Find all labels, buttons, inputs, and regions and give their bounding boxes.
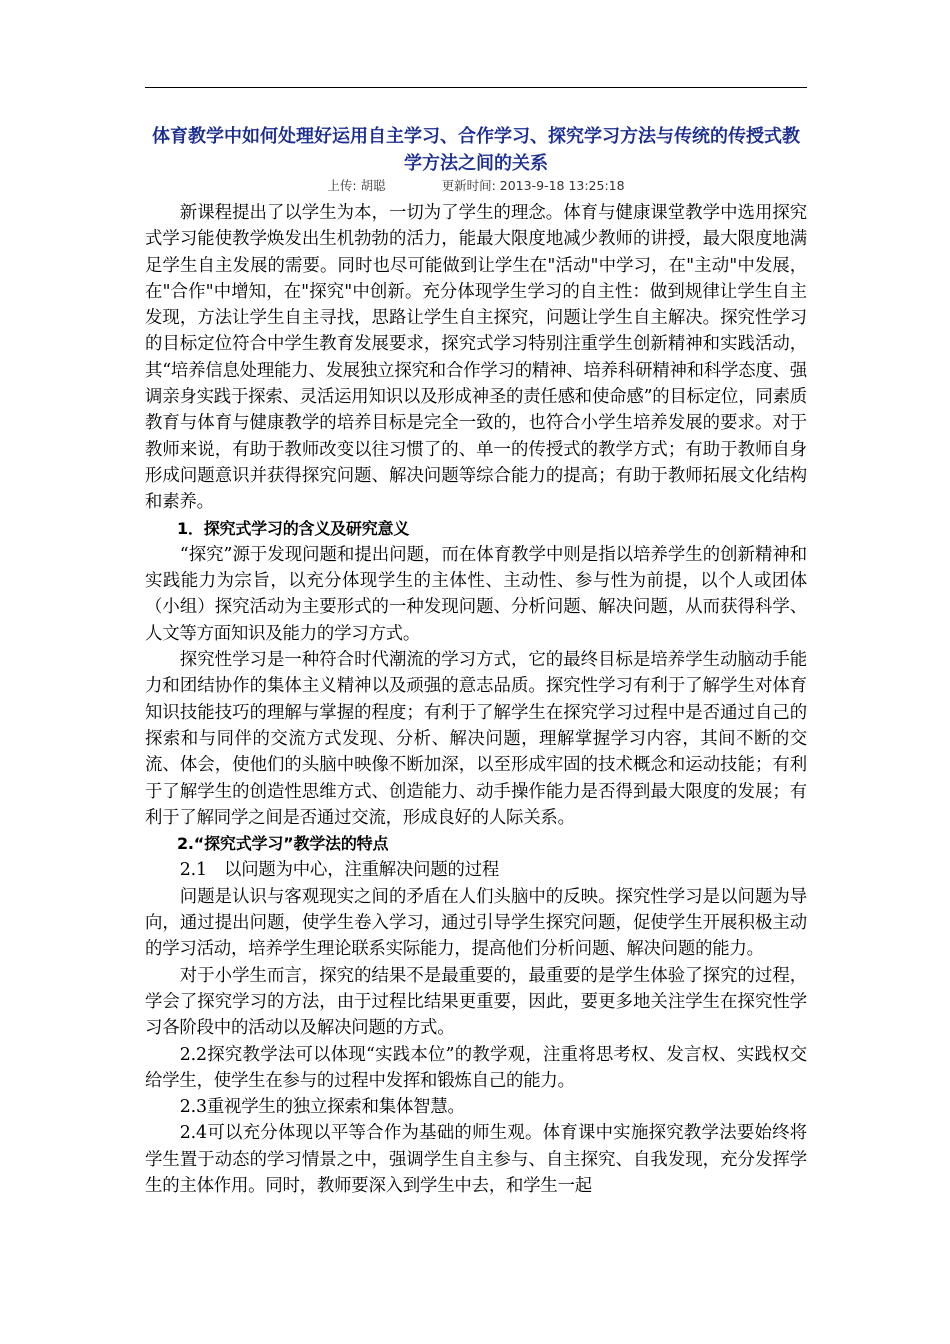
section-heading: 1．探究式学习的含义及研究意义 bbox=[177, 518, 410, 538]
paragraph: 新课程提出了以学生为本，一切为了学生的理念。体育与健康课堂教学中选用探究式学习能使教学焕发出生机勃勃的活力，能最大限度地减少教师的讲授，最大限度地满足学生自主发展的需要。同时也尽可能做到让学生在"活动"中学习，在"主动"中发展，在"合作"中增知，在"探究"中创新。充分体现学生学习的自主性：做到规律让学生自主发现，方法让学生自主寻找，思路让学生自主探究，问题让学生自主解决。探究性学习的目标定位符合中学生教育发展要求，探究式学习特别注重学生创新精神和实践活动，其“培养信息处理能力、发展独立探究和合作学习的精神、培养科研精神和科学态度、强调亲身实践于探索、灵活运用知识以及形成神圣的责任感和使命感”的目标定位，同素质教育与体育与健康教学的培养目标是完全一致的，也符合小学生培养发展的要求。对于教师来说，有助于教师改变以往习惯了的、单一的传授式的教学方式；有助于教师自身形成问题意识并获得探究问题、解决问题等综合能力的提高；有助于教师拓展文化结构和素养。 bbox=[145, 203, 807, 513]
paragraph: 2.4可以充分体现以平等合作为基础的师生观。体育课中实施探究教学法要始终将学生置于动态的学习情景之中，强调学生自主参与、自主探究、自我发现，充分发挥学生的主体作用。同时，教师要深入到学生中去，和学生一起 bbox=[145, 1123, 807, 1196]
paragraph: 探究性学习是一种符合时代潮流的学习方式，它的最终目标是培养学生动脑动手能力和团结协作的集体主义精神以及顽强的意志品质。探究性学习有利于了解学生对体育知识技能技巧的理解与掌握的程度；有利于了解学生在探究学习过程中是否通过自己的探索和与同伴的交流方式发现、分析、解决问题，理解掌握学习内容，其间不断的交流、体会，使他们的头脑中映像不断加深，以至形成牢固的技术概念和运动技能；有利于了解学生的创造性思维方式、创造能力、动手操作能力是否得到最大限度的发展；有利于了解同学之间是否通过交流，形成良好的人际关系。 bbox=[145, 650, 807, 828]
paragraph: 问题是认识与客观现实之间的矛盾在人们头脑中的反映。探究性学习是以问题为导向，通过提出问题，使学生卷入学习，通过引导学生探究问题，促使学生开展积极主动的学习活动，培养学生理论联系实际能力，提高他们分析问题、解决问题的能力。 bbox=[145, 886, 807, 960]
paragraph: “探究”源于发现问题和提出问题，而在体育教学中则是指以培养学生的创新精神和实践能力为宗旨，以充分体现学生的主体性、主动性、参与性为前提，以个人或团体（小组）探究活动为主要形式的一种发现问题、分析问题、解决问题，从而获得科学、人文等方面知识及能力的学习方式。 bbox=[145, 544, 807, 644]
document-body bbox=[145, 200, 807, 1199]
paragraph: 对于小学生而言，探究的结果不是最重要的，最重要的是学生体验了探究的过程，学会了探究学习的方法，由于过程比结果更重要，因此，要更多地关注学生在探究性学习各阶段中的活动以及解决问题的方式。 bbox=[145, 965, 807, 1039]
section-heading: 2.“探究式学习”教学法的特点 bbox=[177, 834, 389, 854]
document-meta bbox=[145, 178, 807, 194]
paragraph: 2.3重视学生的独立探索和集体智慧。 bbox=[179, 1097, 465, 1118]
document-title: 体育教学中如何处理好运用自主学习、合作学习、探究学习方法与传统的传授式教学方法之间的关系 bbox=[152, 126, 800, 174]
updated-label: 更新时间: 2013-9-18 13:25:18 bbox=[441, 178, 625, 193]
header-rule bbox=[145, 87, 807, 88]
paragraph: 2.2探究教学法可以体现“实践本位”的教学观，注重将思考权、发言权、实践权交给学生，使学生在参与的过程中发挥和锻炼自己的能力。 bbox=[145, 1044, 807, 1091]
uploader-label: 上传: 胡聪 bbox=[327, 178, 386, 193]
subsection-heading: 2.1 以问题为中心，注重解决问题的过程 bbox=[179, 860, 500, 881]
